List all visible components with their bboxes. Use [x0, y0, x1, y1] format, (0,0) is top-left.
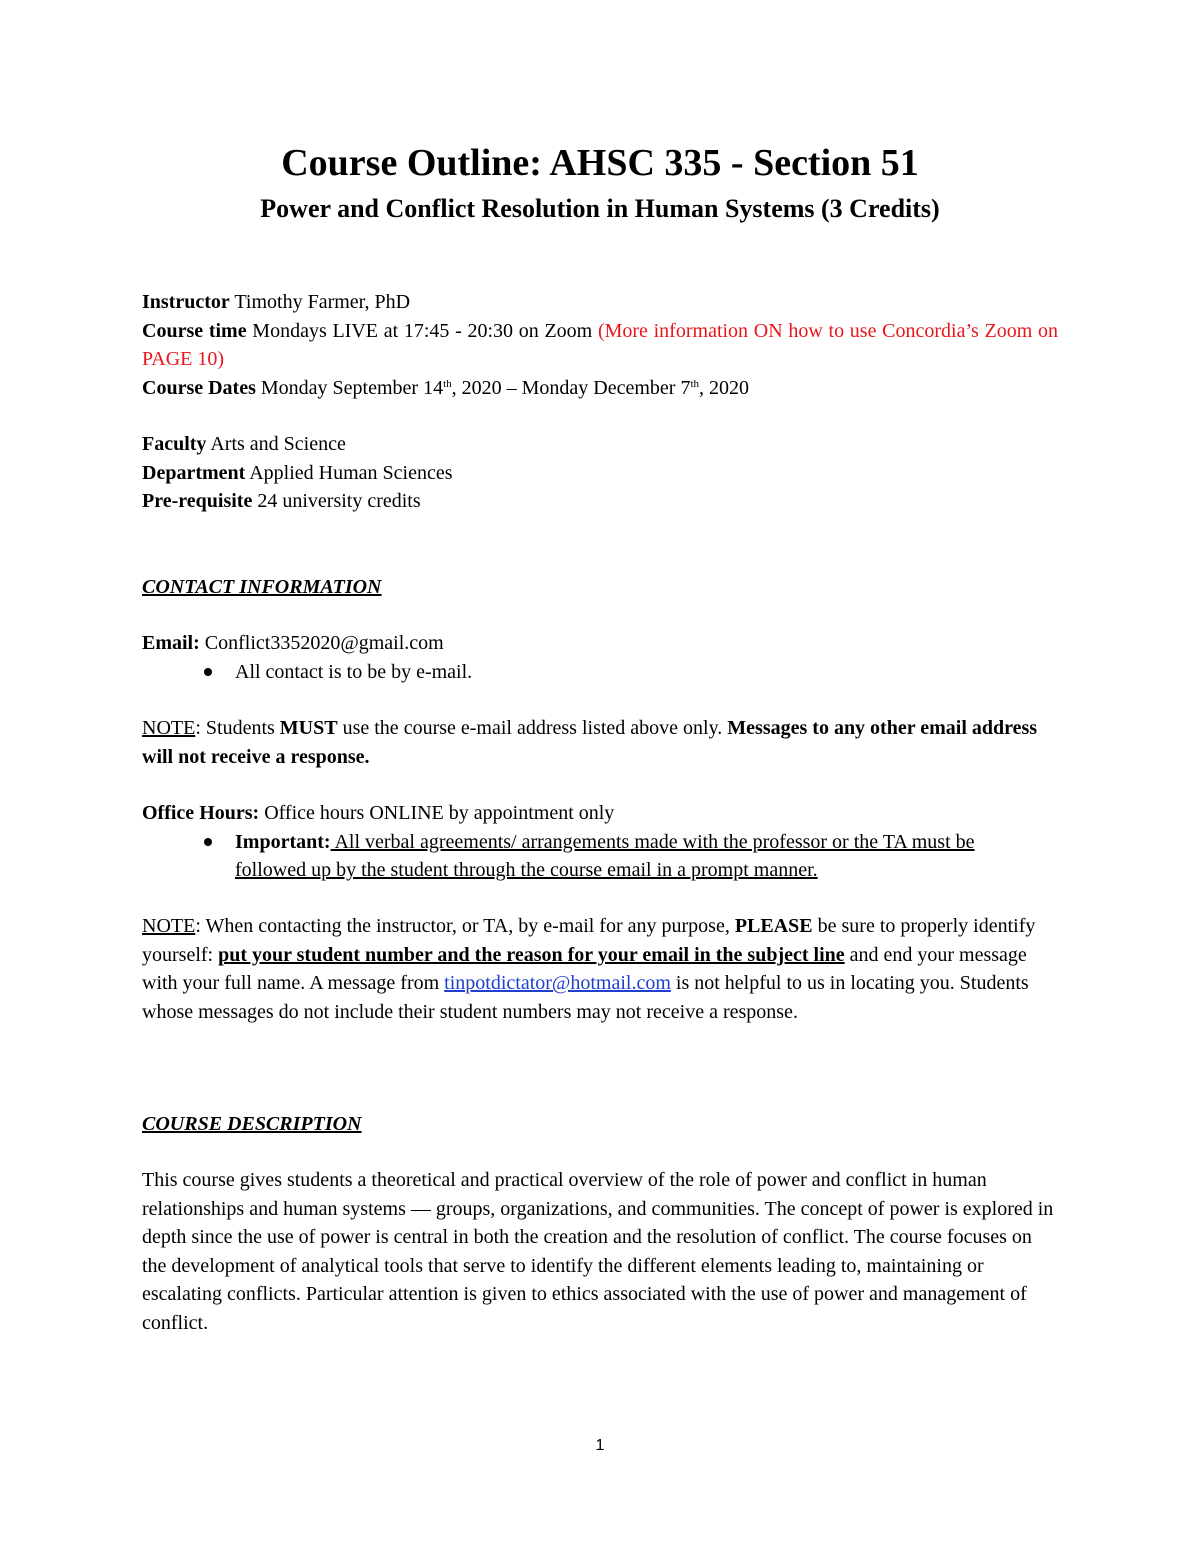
- note-text-2: use the course e-mail address listed above only.: [337, 717, 728, 739]
- dates-start-suffix: th: [443, 377, 452, 390]
- important-text: All verbal agreements/ arrangements made with the professor or the TA must be followed up by the student through the course email in a prompt manner.: [235, 830, 975, 881]
- list-item: [142, 828, 1058, 885]
- department-line: [142, 459, 1058, 488]
- list-item: [142, 658, 1058, 687]
- office-hours-section: [142, 799, 1058, 885]
- email-section: [142, 629, 1058, 686]
- note-warning: Messages to any other email address will not receive a response.: [142, 717, 1038, 768]
- email-value: Conflict3352020@gmail.com: [199, 632, 444, 654]
- faculty-value: Arts and Science: [206, 433, 346, 455]
- email-line: [142, 629, 1058, 658]
- faculty-label: Faculty: [142, 433, 207, 455]
- dates-end: , 2020 – Monday December 7: [451, 376, 691, 399]
- example-email-link[interactable]: tinpotdictator@hotmail.com: [444, 972, 671, 994]
- note-identify: [142, 912, 1058, 1026]
- email-label: Email:: [142, 632, 200, 654]
- important-label: Important:: [235, 830, 331, 853]
- description-heading-text: COURSE DESCRIPTION: [142, 1113, 362, 1135]
- course-time-label: Course time: [142, 319, 247, 342]
- note-text: When contacting the instructor, or TA, by e-mail for any purpose,: [200, 915, 735, 937]
- office-hours-value: Office hours ONLINE by appointment only: [259, 802, 615, 824]
- dates-start: Monday September 14: [255, 376, 444, 399]
- note-label: NOTE: [142, 915, 196, 937]
- dates-end-suffix: th: [690, 377, 700, 390]
- instructor-value: Timothy Farmer, PhD: [229, 291, 411, 313]
- note-colon: :: [195, 717, 201, 739]
- faculty-line: [142, 430, 1058, 459]
- bullet-icon: [204, 838, 212, 846]
- note-text-2: be sure to properly identify yourself:: [142, 915, 1036, 966]
- prerequisite-line: [142, 487, 1058, 516]
- instructor-label: Instructor: [142, 291, 230, 313]
- office-hours-label: Office Hours:: [142, 802, 260, 824]
- contact-heading-text: CONTACT INFORMATION: [142, 576, 382, 598]
- note-subject-instruction: put your student number and the reason for your email in the subject line: [218, 943, 845, 966]
- prerequisite-label: Pre-requisite: [142, 490, 253, 512]
- page-title: Course Outline: AHSC 335 - Section 51: [281, 142, 919, 184]
- office-hours-bullets: [142, 828, 1058, 885]
- note-please: PLEASE: [734, 915, 813, 937]
- bullet-text: All contact is to be by e-mail.: [235, 660, 473, 683]
- course-admin: [142, 430, 1058, 516]
- prerequisite-value: 24 university credits: [252, 490, 421, 512]
- course-dates-line: [142, 374, 1058, 403]
- note-email-only: [142, 714, 1058, 771]
- bullet-icon: [204, 668, 212, 676]
- department-label: Department: [142, 461, 246, 484]
- note-text-3: and end your message with your full name. A message from: [142, 943, 1027, 994]
- note-text: Students: [200, 717, 280, 739]
- department-value: Applied Human Sciences: [245, 461, 453, 484]
- zoom-info-note: (More information ON how to use Concordia’s Zoom on PAGE 10): [142, 319, 1058, 370]
- course-time-value: Mondays LIVE at 17:45 - 20:30 on Zoom: [246, 319, 598, 342]
- contact-heading: [142, 573, 1058, 602]
- note-colon: :: [195, 915, 201, 937]
- note-text-4: is not helpful to us in locating you. Students whose messages do not include their student numbers may not receive a response.: [142, 972, 1029, 1023]
- page-number: 1: [595, 1437, 605, 1454]
- course-dates-label: Course Dates: [142, 376, 256, 399]
- course-details: [142, 288, 1058, 402]
- description-body: This course gives students a theoretical and practical overview of the role of power and conflict in human relationships and human systems — groups, organizations, and communities. The concept of power is explored in depth since the use of power is central in both the creation and the resolution of conflict. The course focuses on the development of analytical tools that serve to identify the different elements leading to, maintaining or escalating conflicts. Particular attention is given to ethics associated with the use of power and management of conflict.: [142, 1169, 1054, 1334]
- note-label: NOTE: [142, 717, 196, 739]
- course-time-line: [142, 317, 1058, 374]
- dates-year: , 2020: [699, 376, 750, 399]
- instructor-line: [142, 288, 1058, 317]
- note-must: MUST: [279, 717, 338, 739]
- email-bullets: [142, 658, 1058, 687]
- office-hours-line: [142, 799, 1058, 828]
- description-heading: [142, 1110, 1058, 1139]
- page-subtitle: Power and Conflict Resolution in Human Systems (3 Credits): [260, 194, 940, 223]
